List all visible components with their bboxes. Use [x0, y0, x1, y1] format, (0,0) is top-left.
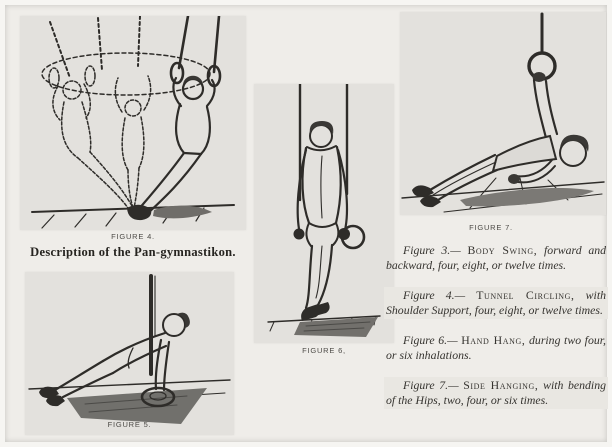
figure4-detail: with Shoulder Support, four, eight, or twelve times. [386, 288, 606, 317]
figure3-exercise-name: Body Swing, [467, 243, 538, 257]
figure3-detail: forward and backward, four, eight, or twelve times. [386, 243, 607, 272]
figure5-plate [25, 272, 234, 435]
figure4-exercise-name: Tunnel Circling, [476, 288, 575, 302]
figure6-caption: FIGURE 6, [302, 346, 346, 355]
back-lean-illustration [25, 272, 234, 435]
figure3-label: Figure 3.— [403, 243, 461, 257]
description-figure3 [384, 242, 608, 274]
side-hanging-illustration [400, 12, 606, 215]
description-figure4 [384, 287, 608, 319]
figure7-plate [400, 12, 606, 215]
description-figure7 [384, 377, 608, 409]
figure7-exercise-name: Side Hanging, [463, 378, 539, 392]
figure7-label: Figure 7.— [403, 378, 459, 392]
figure6-exercise-name: Hand Hang, [461, 333, 526, 347]
figure4-plate [20, 16, 246, 230]
figure6-plate [254, 84, 394, 343]
figure7-detail: with bending of the Hips, two, four, or six times. [386, 378, 606, 407]
figure4-caption: FIGURE 4. [111, 232, 155, 241]
figure5-caption: FIGURE 5. [107, 420, 152, 429]
description-figure6 [384, 332, 608, 364]
figure4-label: Figure 4.— [403, 288, 466, 302]
hand-hang-illustration [254, 84, 394, 343]
figure7-caption: FIGURE 7. [469, 223, 513, 232]
exercise-descriptions [384, 242, 608, 422]
figure6-label: Figure 6.— [403, 333, 458, 347]
tunnel-circling-illustration [20, 16, 246, 230]
figure6-detail: during two four, or six inhalations. [386, 333, 606, 362]
page-title: Description of the Pan-gymnastikon. [30, 245, 236, 259]
